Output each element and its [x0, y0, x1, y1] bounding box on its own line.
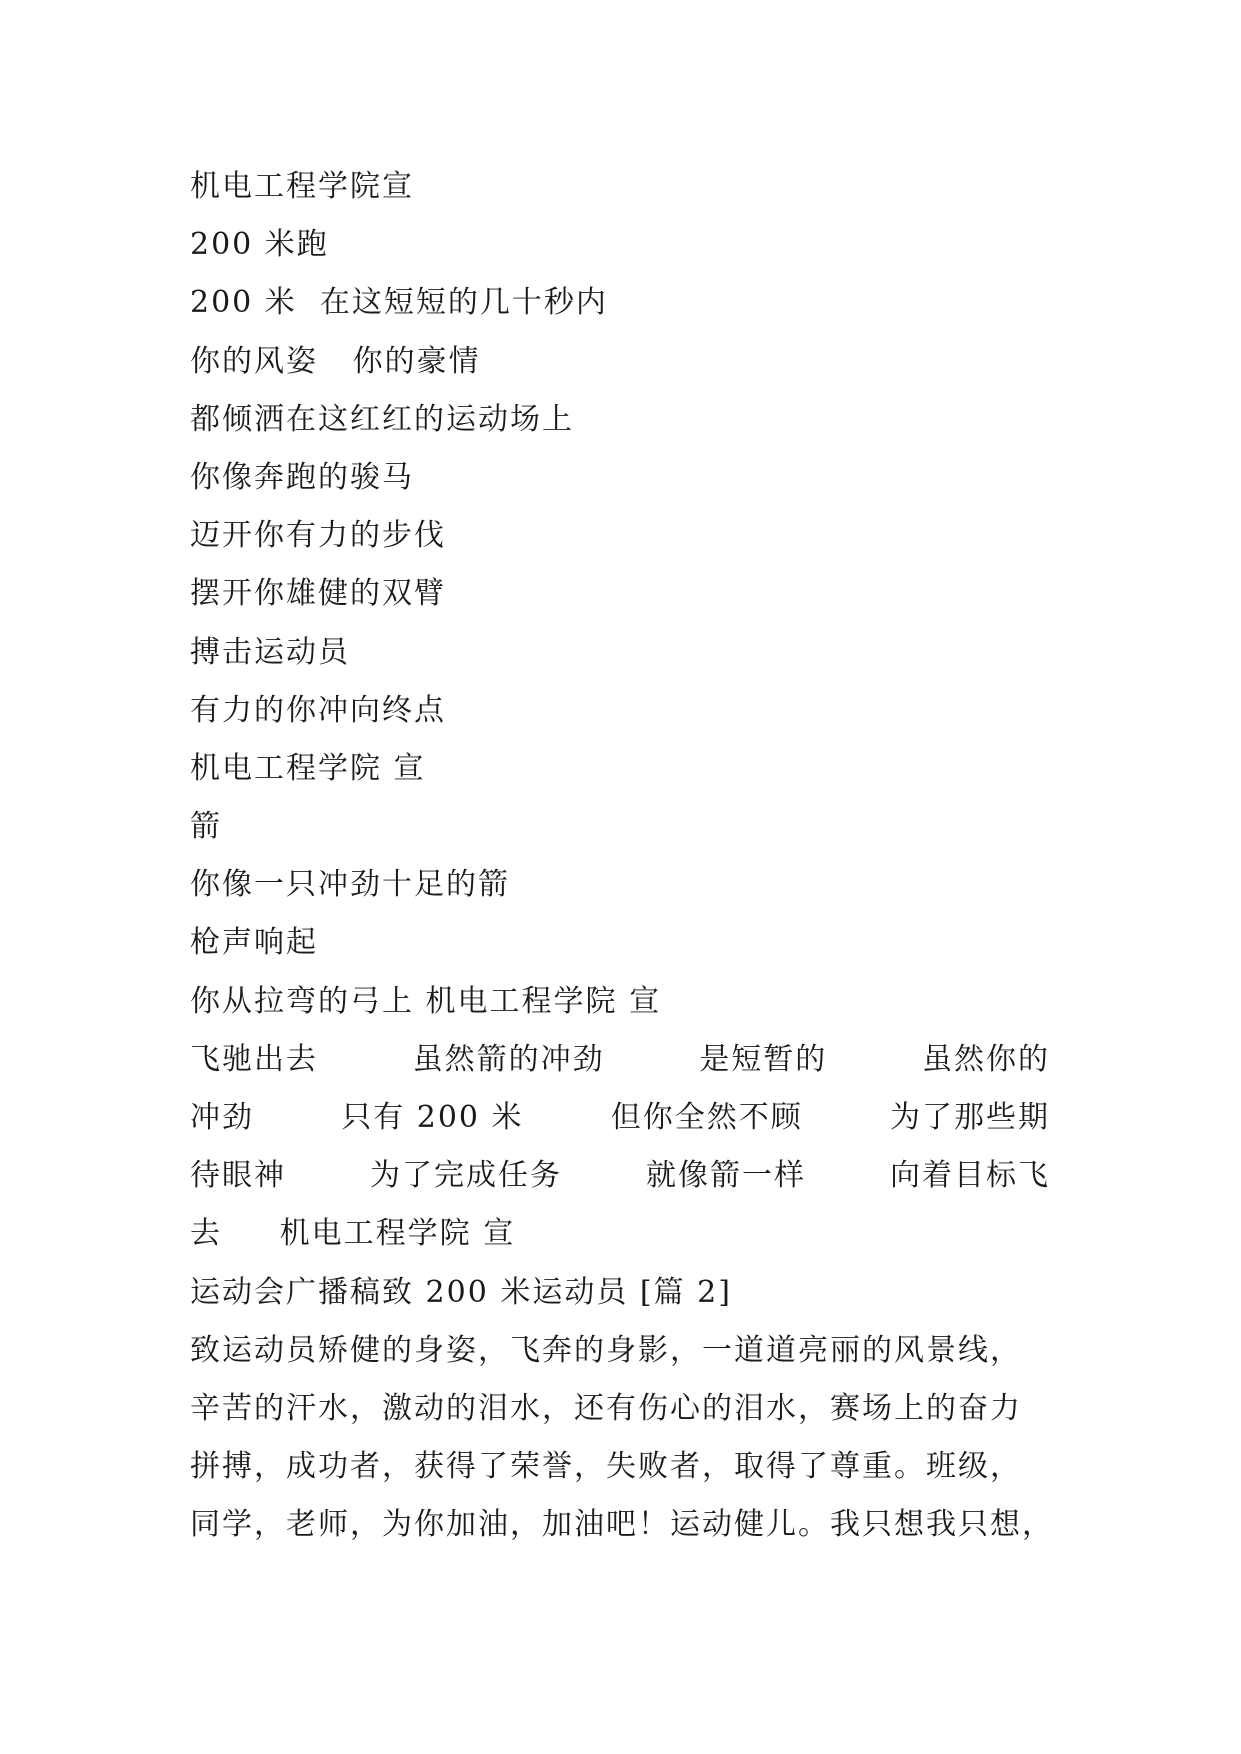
section-heading: 运动会广播稿致 200 米运动员 [篇 2] — [190, 1274, 732, 1310]
paragraph-line: 拼搏，成功者，获得了荣誉，失败者，取得了尊重。班级， — [190, 1449, 1022, 1485]
segmented-line — [190, 1147, 1050, 1205]
text-line: 枪声响起 — [190, 925, 318, 961]
segment: 为了完成任务 — [370, 1158, 562, 1194]
segment: 待眼神 — [190, 1158, 286, 1194]
segment: 飞驰出去 — [190, 1041, 318, 1077]
paragraph-line: 致运动员矫健的身姿，飞奔的身影，一道道亮丽的风景线， — [190, 1332, 1022, 1368]
text-line: 迈开你有力的步伐 — [190, 518, 446, 554]
text-line: 200 米 在这短短的几十秒内 — [190, 285, 608, 321]
segment: 是短暂的 — [699, 1041, 828, 1077]
text-line: 摆开你雄健的双臂 — [190, 576, 446, 612]
segment: 就像箭一样 — [646, 1158, 806, 1194]
segment: 但你全然不顾 — [610, 1100, 803, 1135]
segment: 向着目标飞 — [890, 1158, 1050, 1194]
paragraph-line: 同学，老师，为你加油，加油吧！运动健儿。我只想我只想， — [190, 1507, 1054, 1543]
text-line: 搏击运动员 — [190, 634, 350, 670]
text-line: 机电工程学院宣 — [190, 169, 414, 204]
paragraph-line: 辛苦的汗水，激动的泪水，还有伤心的泪水，赛场上的奋力 — [190, 1390, 1022, 1426]
text-line: 你的风姿 你的豪情 — [190, 343, 481, 379]
text-line: 你像一只冲劲十足的箭 — [190, 867, 510, 903]
text-line: 200 米跑 — [190, 227, 329, 263]
segmented-line — [190, 1089, 1050, 1147]
text-line: 去 机电工程学院 宣 — [190, 1216, 516, 1252]
segment: 虽然你的 — [921, 1041, 1050, 1077]
document-body — [190, 158, 1070, 1555]
text-line: 有力的你冲向终点 — [190, 692, 446, 728]
text-line: 机电工程学院 宣 — [190, 750, 426, 786]
segment: 虽然箭的冲劲 — [412, 1041, 605, 1077]
text-line: 你像奔跑的骏马 — [190, 459, 414, 495]
segment: 为了那些期 — [890, 1100, 1050, 1135]
text-line: 都倾洒在这红红的运动场上 — [190, 401, 574, 437]
text-line: 箭 — [190, 809, 222, 845]
segment: 冲劲 — [190, 1100, 254, 1135]
segmented-line — [190, 1031, 1050, 1089]
text-line: 你从拉弯的弓上 机电工程学院 宣 — [190, 983, 662, 1019]
segment: 只有 200 米 — [341, 1100, 524, 1135]
